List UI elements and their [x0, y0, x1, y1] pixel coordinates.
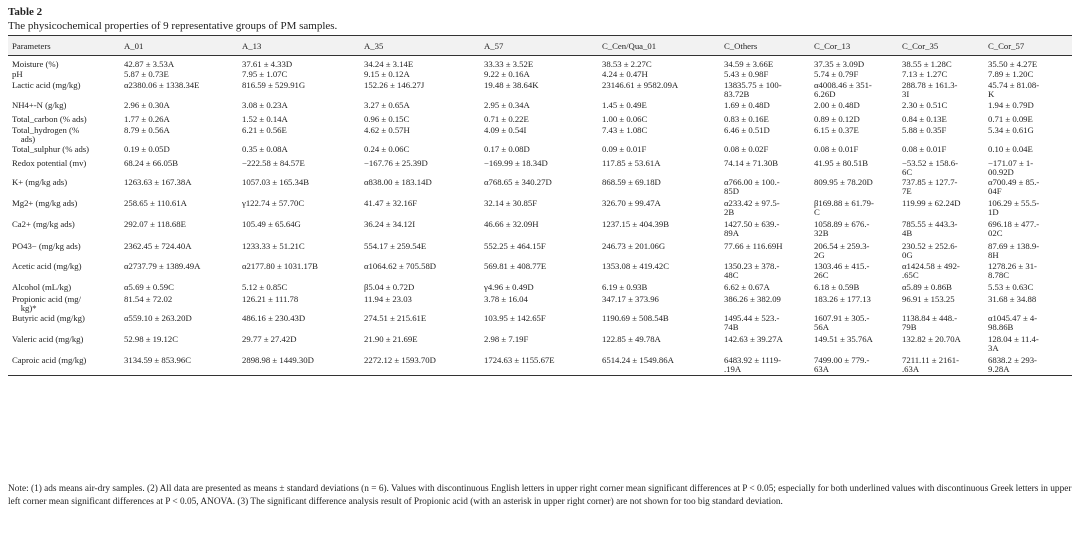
value-cell: 2362.45 ± 724.40A	[124, 241, 192, 251]
value-cell: 0.71 ± 0.22E	[484, 114, 529, 124]
value-cell: −167.76 ± 25.39D	[364, 158, 428, 168]
parameter-cell: Mg2+ (mg/kg ads)	[12, 198, 78, 208]
parameter-cell: Ca2+ (mg/kg ads)	[12, 219, 75, 229]
parameter-cell: Caproic acid (mg/kg)	[8, 355, 120, 375]
value-cell: −171.07 ± 1- 00.92D	[988, 158, 1034, 177]
value-cell: α700.49 ± 85.- 04F	[988, 177, 1040, 196]
value-cell: 326.70 ± 99.47A	[602, 198, 661, 208]
value-cell: 1190.69 ± 508.54B	[602, 313, 669, 323]
value-cell: 6.62 ± 0.67A	[724, 282, 770, 292]
value-cell: 7499.00 ± 779.- 63A	[810, 355, 898, 375]
value-cell: 9.15 ± 0.12A	[364, 69, 410, 79]
parameter-cell: Total_carbon (% ads)	[12, 114, 87, 124]
value-cell: 1057.03 ± 165.34B	[242, 177, 310, 187]
parameter-cell: PO43− (mg/kg ads)	[12, 241, 81, 251]
table-note: Note: (1) ads means air-dry samples. (2) All data are presented as means ± standard deviations (n = 6). Values with discontinuous English letters in upper right corner mean significant differences at P < 0.05; especially for both underlined values with discontinuous Greek letters in upper left corner mean significant differences at P < 0.05, ANOVA. (3) The significant difference analysis result of Propionic acid (with an asterisk in upper right corner) are not shown for too big standard deviation.	[8, 484, 1072, 507]
value-cell: 0.08 ± 0.01F	[902, 144, 947, 154]
parameter-cell: Propionic acid (mg/ kg)*	[12, 294, 82, 313]
value-cell: α1064.62 ± 705.58D	[364, 261, 437, 271]
value-cell: 13835.75 ± 100- 83.72B	[724, 80, 782, 99]
value-cell: 6.19 ± 0.93B	[602, 282, 648, 292]
value-cell: 1427.50 ± 639.- 89A	[724, 219, 780, 238]
value-cell: 38.53 ± 2.27C	[602, 59, 652, 69]
value-cell: 4.24 ± 0.47H	[602, 69, 648, 79]
table-row	[8, 261, 1072, 282]
value-cell: 7.89 ± 1.20C	[988, 69, 1034, 79]
value-cell: 1263.63 ± 167.38A	[124, 177, 192, 187]
value-cell: 230.52 ± 252.6- 0G	[902, 241, 958, 260]
value-cell: 0.10 ± 0.04E	[988, 144, 1033, 154]
value-cell: 74.14 ± 71.30B	[724, 158, 778, 168]
value-cell: 0.89 ± 0.12D	[814, 114, 860, 124]
value-cell: α2380.06 ± 1338.34E	[124, 80, 200, 90]
value-cell: 8.79 ± 0.56A	[124, 125, 170, 135]
value-cell: 6514.24 ± 1549.86A	[598, 355, 720, 375]
value-cell: 2.98 ± 7.19F	[484, 334, 529, 344]
value-cell: 103.95 ± 142.65F	[484, 313, 546, 323]
value-cell: 183.26 ± 177.13	[814, 294, 871, 304]
value-cell: α2737.79 ± 1389.49A	[124, 261, 201, 271]
value-cell: 117.85 ± 53.61A	[602, 158, 661, 168]
value-cell: 34.59 ± 3.66E	[724, 59, 774, 69]
value-cell: α233.42 ± 97.5- 2B	[724, 198, 780, 217]
value-cell: 1237.15 ± 404.39B	[602, 219, 670, 229]
value-cell: 1233.33 ± 51.21C	[242, 241, 305, 251]
value-cell: 152.26 ± 146.27J	[364, 80, 425, 90]
value-cell: 1138.84 ± 448.- 79B	[902, 313, 958, 332]
table-container	[8, 6, 1072, 376]
table-row	[8, 294, 1072, 313]
column-header: C_Others	[720, 36, 810, 56]
table-caption: The physicochemical properties of 9 representative groups of PM samples.	[8, 20, 338, 32]
value-cell: β5.04 ± 0.72D	[364, 282, 415, 292]
table-row	[8, 114, 1072, 125]
column-header: A_13	[238, 36, 360, 56]
value-cell: 36.24 ± 34.12I	[364, 219, 416, 229]
value-cell: γ4.96 ± 0.49D	[484, 282, 534, 292]
parameter-cell: pH	[12, 69, 23, 79]
value-cell: 5.12 ± 0.85C	[242, 282, 288, 292]
value-cell: α838.00 ± 183.14D	[364, 177, 432, 187]
parameter-cell: Valeric acid (mg/kg)	[12, 334, 84, 344]
value-cell: 5.34 ± 0.61G	[988, 125, 1034, 135]
value-cell: 809.95 ± 78.20D	[814, 177, 873, 187]
value-cell: 119.99 ± 62.24D	[902, 198, 961, 208]
value-cell: −53.52 ± 158.6- 6C	[902, 158, 958, 177]
value-cell: 1.52 ± 0.14A	[242, 114, 288, 124]
value-cell: 4.09 ± 0.54I	[484, 125, 527, 135]
value-cell: 785.55 ± 443.3- 4B	[902, 219, 958, 238]
value-cell: 0.84 ± 0.13E	[902, 114, 947, 124]
value-cell: 0.17 ± 0.08D	[484, 144, 530, 154]
value-cell: 6483.92 ± 1119- .19A	[720, 355, 810, 375]
value-cell: α1424.58 ± 492- .65C	[902, 261, 960, 280]
value-cell: 5.87 ± 0.73E	[124, 69, 169, 79]
value-cell: 1.77 ± 0.26A	[124, 114, 170, 124]
value-cell: 4.62 ± 0.57H	[364, 125, 410, 135]
value-cell: 6838.2 ± 293- 9.28A	[984, 355, 1072, 375]
value-cell: 3.08 ± 0.23A	[242, 100, 288, 110]
value-cell: 81.54 ± 72.02	[124, 294, 173, 304]
value-cell: 38.55 ± 1.28C	[902, 59, 952, 69]
value-cell: 128.04 ± 11.4- 3A	[988, 334, 1039, 353]
value-cell: 31.68 ± 34.88	[988, 294, 1037, 304]
value-cell: 0.19 ± 0.05D	[124, 144, 170, 154]
value-cell: 0.35 ± 0.08A	[242, 144, 288, 154]
value-cell: −169.99 ± 18.34D	[484, 158, 548, 168]
table-label: Table 2	[8, 6, 43, 18]
column-header: C_Cor_13	[810, 36, 898, 56]
table-row	[8, 198, 1072, 219]
table-row	[8, 56, 1072, 70]
value-cell: 41.47 ± 32.16F	[364, 198, 418, 208]
value-cell: α766.00 ± 100.- 85D	[724, 177, 780, 196]
value-cell: 35.50 ± 4.27E	[988, 59, 1038, 69]
value-cell: 96.91 ± 153.25	[902, 294, 955, 304]
value-cell: 32.14 ± 30.85F	[484, 198, 538, 208]
value-cell: 87.69 ± 138.9- 8H	[988, 241, 1040, 260]
value-cell: 1058.89 ± 676.- 32B	[814, 219, 870, 238]
value-cell: 5.53 ± 0.63C	[988, 282, 1034, 292]
value-cell: 0.08 ± 0.02F	[724, 144, 769, 154]
value-cell: α5.89 ± 0.86B	[902, 282, 952, 292]
value-cell: 569.81 ± 408.77E	[484, 261, 547, 271]
value-cell: 37.61 ± 4.33D	[242, 59, 293, 69]
parameter-cell: K+ (mg/kg ads)	[12, 177, 68, 187]
value-cell: 206.54 ± 259.3- 2G	[814, 241, 870, 260]
value-cell: α768.65 ± 340.27D	[484, 177, 552, 187]
table-row	[8, 125, 1072, 144]
table-row	[8, 313, 1072, 334]
value-cell: 11.94 ± 23.03	[364, 294, 412, 304]
value-cell: 2.96 ± 0.30A	[124, 100, 170, 110]
value-cell: 106.29 ± 55.5- 1D	[988, 198, 1040, 217]
value-cell: 3134.59 ± 853.96C	[120, 355, 238, 375]
value-cell: 1.94 ± 0.79D	[988, 100, 1034, 110]
value-cell: 7211.11 ± 2161- .63A	[898, 355, 984, 375]
value-cell: 3.27 ± 0.65A	[364, 100, 410, 110]
value-cell: 2272.12 ± 1593.70D	[360, 355, 480, 375]
value-cell: 6.21 ± 0.56E	[242, 125, 287, 135]
value-cell: 0.08 ± 0.01F	[814, 144, 859, 154]
parameter-cell: NH4+-N (g/kg)	[12, 100, 67, 110]
value-cell: 2.95 ± 0.34A	[484, 100, 530, 110]
value-cell: 0.24 ± 0.06C	[364, 144, 410, 154]
parameter-cell: Moisture (%)	[12, 59, 59, 69]
value-cell: 816.59 ± 529.91G	[242, 80, 306, 90]
value-cell: α2177.80 ± 1031.17B	[242, 261, 318, 271]
table-row	[8, 69, 1072, 80]
value-cell: α5.69 ± 0.59C	[124, 282, 174, 292]
parameter-cell: Acetic acid (mg/kg)	[12, 261, 82, 271]
value-cell: 1.00 ± 0.06C	[602, 114, 648, 124]
value-cell: 1350.23 ± 378.- 48C	[724, 261, 780, 280]
table-row	[8, 158, 1072, 177]
value-cell: 868.59 ± 69.18D	[602, 177, 661, 187]
value-cell: 274.51 ± 215.61E	[364, 313, 427, 323]
column-header: C_Cor_35	[898, 36, 984, 56]
value-cell: 347.17 ± 373.96	[602, 294, 659, 304]
parameter-cell: Lactic acid (mg/kg)	[12, 80, 81, 90]
value-cell: 34.24 ± 3.14E	[364, 59, 414, 69]
value-cell: 7.95 ± 1.07C	[242, 69, 288, 79]
table-row	[8, 177, 1072, 198]
properties-table	[8, 35, 1072, 376]
value-cell: α1045.47 ± 4- 98.86B	[988, 313, 1038, 332]
header-row	[8, 36, 1072, 56]
value-cell: 33.33 ± 3.52E	[484, 59, 534, 69]
value-cell: 142.63 ± 39.27A	[724, 334, 783, 344]
value-cell: 21.90 ± 21.69E	[364, 334, 418, 344]
column-header: A_01	[120, 36, 238, 56]
value-cell: 2898.98 ± 1449.30D	[238, 355, 360, 375]
value-cell: 552.25 ± 464.15F	[484, 241, 546, 251]
value-cell: 1278.26 ± 31- 8.78C	[988, 261, 1037, 280]
value-cell: 6.18 ± 0.59B	[814, 282, 860, 292]
parameter-cell: Total_hydrogen (% ads)	[12, 125, 80, 144]
value-cell: 46.66 ± 32.09H	[484, 219, 539, 229]
table-row	[8, 334, 1072, 355]
value-cell: 45.74 ± 81.08- K	[988, 80, 1040, 99]
value-cell: 126.21 ± 111.78	[242, 294, 299, 304]
value-cell: 554.17 ± 259.54E	[364, 241, 427, 251]
value-cell: 1724.63 ± 1155.67E	[480, 355, 598, 375]
value-cell: 42.87 ± 3.53A	[124, 59, 175, 69]
value-cell: 696.18 ± 477.- 02C	[988, 219, 1040, 238]
table-row	[8, 80, 1072, 100]
value-cell: 386.26 ± 382.09	[724, 294, 781, 304]
value-cell: 5.43 ± 0.98F	[724, 69, 769, 79]
value-cell: α559.10 ± 263.20D	[124, 313, 192, 323]
column-header: C_Cor_57	[984, 36, 1072, 56]
value-cell: 29.77 ± 27.42D	[242, 334, 297, 344]
value-cell: 2.00 ± 0.48D	[814, 100, 860, 110]
parameter-cell: Butyric acid (mg/kg)	[12, 313, 85, 323]
column-header: C_Cen/Qua_01	[598, 36, 720, 56]
value-cell: 1.69 ± 0.48D	[724, 100, 770, 110]
value-cell: −222.58 ± 84.57E	[242, 158, 305, 168]
value-cell: α4008.46 ± 351- 6.26D	[814, 80, 872, 99]
value-cell: 7.43 ± 1.08C	[602, 125, 648, 135]
value-cell: 292.07 ± 118.68E	[124, 219, 186, 229]
value-cell: 258.65 ± 110.61A	[124, 198, 187, 208]
table-row	[8, 100, 1072, 114]
table-row	[8, 282, 1072, 294]
value-cell: 0.83 ± 0.16E	[724, 114, 769, 124]
value-cell: 5.74 ± 0.79F	[814, 69, 859, 79]
value-cell: 0.96 ± 0.15C	[364, 114, 410, 124]
value-cell: 19.48 ± 38.64K	[484, 80, 539, 90]
value-cell: 68.24 ± 66.05B	[124, 158, 178, 168]
value-cell: 105.49 ± 65.64G	[242, 219, 301, 229]
value-cell: 0.09 ± 0.01F	[602, 144, 647, 154]
column-header: Parameters	[8, 36, 120, 56]
value-cell: 0.71 ± 0.09E	[988, 114, 1033, 124]
column-header: A_57	[480, 36, 598, 56]
table-row	[8, 219, 1072, 241]
table-row	[8, 241, 1072, 261]
value-cell: 2.30 ± 0.51C	[902, 100, 948, 110]
value-cell: 122.85 ± 49.78A	[602, 334, 661, 344]
value-cell: 1353.08 ± 419.42C	[602, 261, 670, 271]
value-cell: 7.13 ± 1.27C	[902, 69, 948, 79]
value-cell: 486.16 ± 230.43D	[242, 313, 306, 323]
table-row	[8, 355, 1072, 375]
value-cell: 77.66 ± 116.69H	[724, 241, 783, 251]
value-cell: 132.82 ± 20.70A	[902, 334, 961, 344]
value-cell: β169.88 ± 61.79- C	[814, 198, 874, 217]
parameter-cell: Alcohol (mL/kg)	[12, 282, 72, 292]
value-cell: γ122.74 ± 57.70C	[242, 198, 305, 208]
value-cell: 6.15 ± 0.37E	[814, 125, 859, 135]
value-cell: 41.95 ± 80.51B	[814, 158, 868, 168]
value-cell: 37.35 ± 3.09D	[814, 59, 865, 69]
value-cell: 1495.44 ± 523.- 74B	[724, 313, 780, 332]
value-cell: 1.45 ± 0.49E	[602, 100, 647, 110]
value-cell: 1607.91 ± 305.- 56A	[814, 313, 870, 332]
value-cell: 246.73 ± 201.06G	[602, 241, 666, 251]
table-row	[8, 144, 1072, 158]
value-cell: 5.88 ± 0.35F	[902, 125, 947, 135]
value-cell: 52.98 ± 19.12C	[124, 334, 178, 344]
value-cell: 9.22 ± 0.16A	[484, 69, 530, 79]
column-header: A_35	[360, 36, 480, 56]
value-cell: 1303.46 ± 415.- 26C	[814, 261, 870, 280]
value-cell: 23146.61 ± 9582.09A	[602, 80, 679, 90]
parameter-cell: Total_sulphur (% ads)	[12, 144, 90, 154]
value-cell: 6.46 ± 0.51D	[724, 125, 770, 135]
value-cell: 149.51 ± 35.76A	[814, 334, 873, 344]
value-cell: 737.85 ± 127.7- 7E	[902, 177, 958, 196]
value-cell: 3.78 ± 16.04	[484, 294, 528, 304]
value-cell: 288.78 ± 161.3- 3I	[902, 80, 958, 99]
parameter-cell: Redox potential (mv)	[12, 158, 87, 168]
